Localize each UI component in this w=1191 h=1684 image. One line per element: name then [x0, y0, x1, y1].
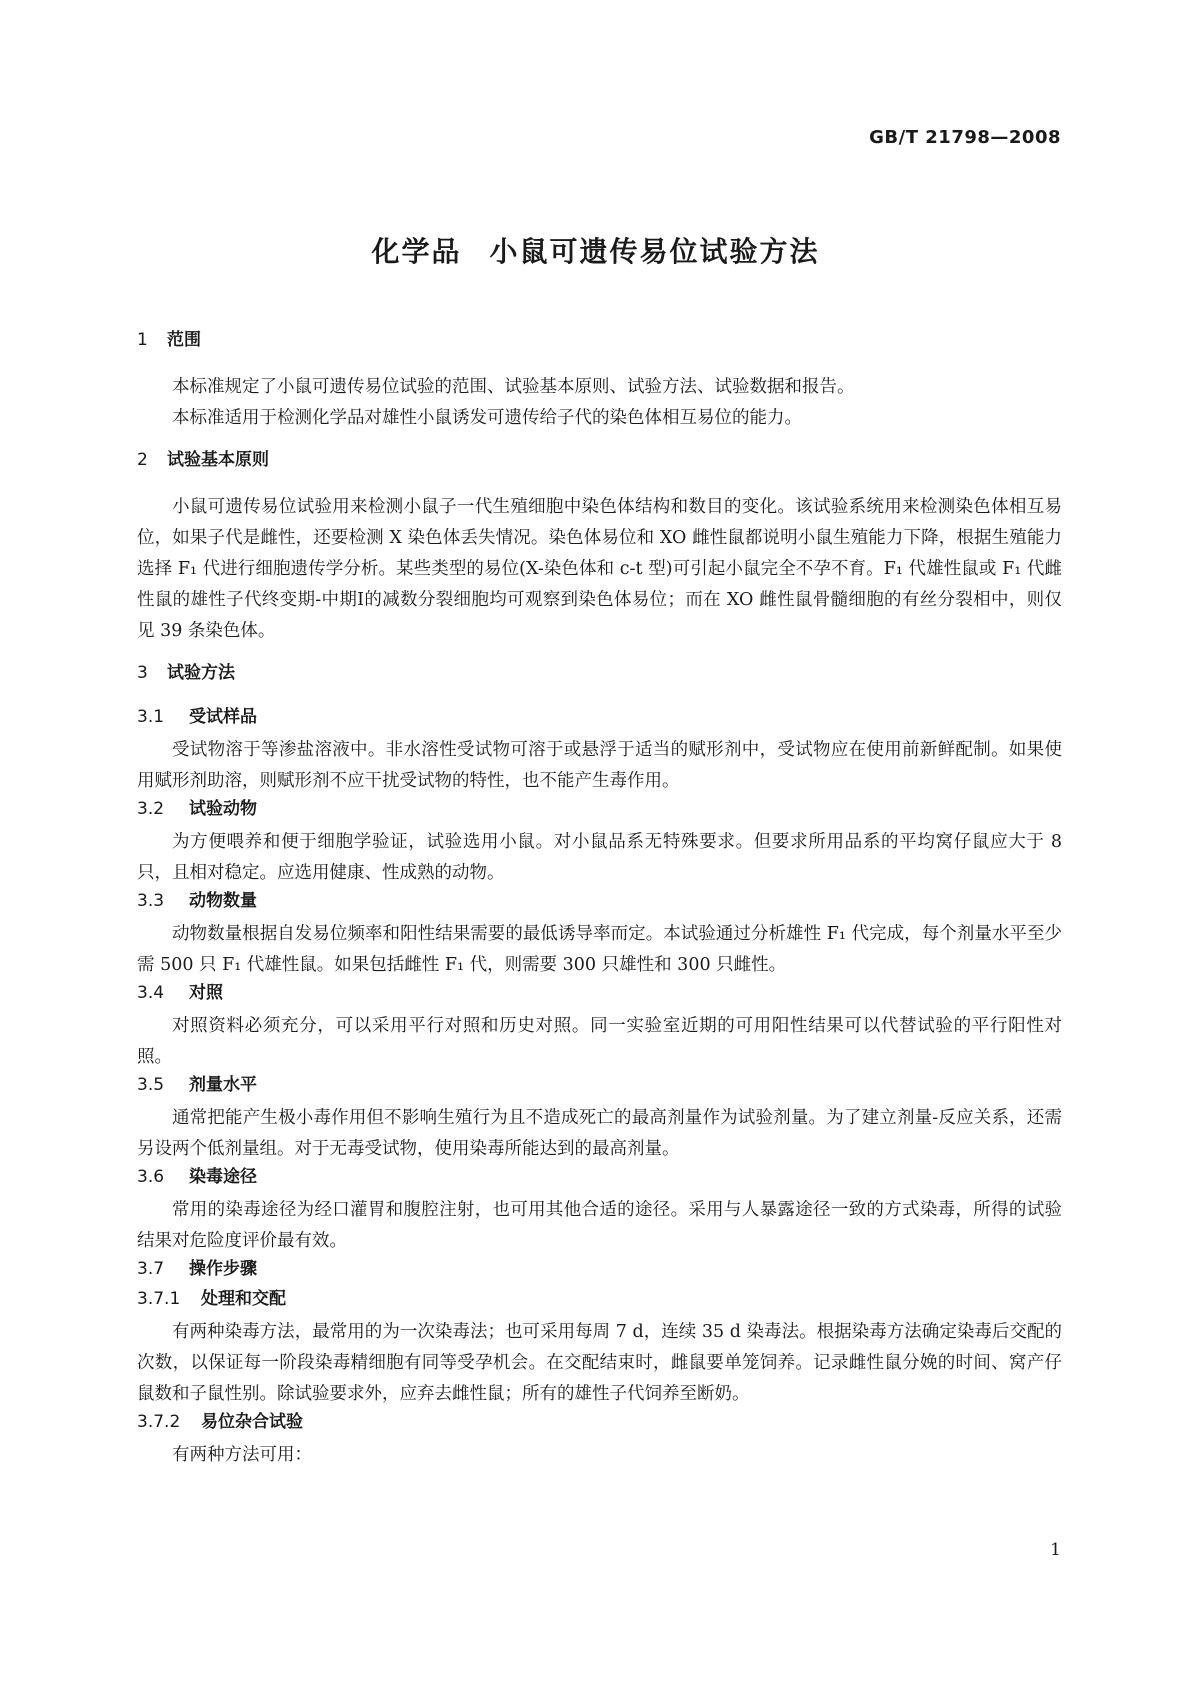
section-number: 3.3 [137, 891, 165, 911]
subsection-heading-3-4 [137, 981, 1062, 1005]
section-number: 3.2 [137, 799, 165, 819]
section-title: 动物数量 [189, 891, 257, 911]
section-title: 对照 [189, 983, 223, 1003]
section-title: 试验方法 [167, 663, 235, 683]
paragraph: 为方便喂养和便于细胞学验证，试验选用小鼠。对小鼠品系无特殊要求。但要求所用品系的平均窝仔鼠应大于 8 只，且相对稳定。应选用健康、性成熟的动物。 [137, 832, 1062, 883]
document-title [0, 230, 1191, 270]
standard-code: GB/T 21798—2008 [869, 127, 1061, 148]
section-number: 3.4 [137, 983, 165, 1003]
paragraph: 有两种染毒方法，最常用的为一次染毒法；也可采用每周 7 d，连续 35 d 染毒法。根据染毒方法确定染毒后交配的次数，以保证每一阶段染毒精细胞有同等受孕机会。在交配结束时，雌鼠要单笼饲养。记录雌性鼠分娩的时间、窝产仔鼠数和子鼠性别。除试验要求外，应弃去雌性鼠；所有的雄性子代饲养至断奶。 [137, 1322, 1062, 1404]
paragraph: 通常把能产生极小毒作用但不影响生殖行为且不造成死亡的最高剂量作为试验剂量。为了建立剂量-反应关系，还需另设两个低剂量组。对于无毒受试物，使用染毒所能达到的最高剂量。 [137, 1108, 1062, 1159]
section-title: 试验动物 [189, 799, 257, 819]
subsection-heading-3-7-1 [137, 1287, 1062, 1311]
section-title: 范围 [167, 330, 201, 350]
section-number: 3.7 [137, 1259, 165, 1279]
document-body [137, 328, 1062, 1471]
section-title: 染毒途径 [189, 1167, 257, 1187]
paragraph: 受试物溶于等渗盐溶液中。非水溶性受试物可溶于或悬浮于适当的赋形剂中，受试物应在使用前新鲜配制。如果使用赋形剂助溶，则赋形剂不应干扰受试物的特性，也不能产生毒作用。 [137, 740, 1062, 791]
paragraph: 本标准规定了小鼠可遗传易位试验的范围、试验基本原则、试验方法、试验数据和报告。 [172, 377, 855, 397]
section-number: 3.5 [137, 1075, 165, 1095]
section-number: 3.7.1 [137, 1289, 181, 1309]
section-title: 操作步骤 [189, 1259, 257, 1279]
title-part-2: 小鼠可遗传易位试验方法 [489, 235, 820, 268]
section-heading-3 [137, 661, 1062, 685]
subsection-heading-3-1 [137, 705, 1062, 729]
section-heading-2 [137, 448, 1062, 472]
section-heading-1 [137, 328, 1062, 352]
paragraph: 常用的染毒途径为经口灌胃和腹腔注射，也可用其他合适的途径。采用与人暴露途径一致的方式染毒，所得的试验结果对危险度评价最有效。 [137, 1200, 1062, 1251]
section-title: 试验基本原则 [167, 450, 269, 470]
section-title: 受试样品 [189, 707, 257, 727]
section-number: 3.7.2 [137, 1412, 181, 1432]
subsection-heading-3-7-2 [137, 1410, 1062, 1434]
paragraph: 小鼠可遗传易位试验用来检测小鼠子一代生殖细胞中染色体结构和数目的变化。该试验系统用来检测染色体相互易位，如果子代是雌性，还要检测 X 染色体丢失情况。染色体易位和 XO 雌性鼠都说明小鼠生殖能力下降，根据生殖能力选择 F₁ 代进行细胞遗传学分析。某些类型的易位(X-染色体和 c-t 型)可引起小鼠完全不孕不育。F₁ 代雄性鼠或 F₁ 代雌性鼠的雄性子代终变期-中期Ⅰ的减数分裂细胞均可观察到染色体易位；而在 XO 雌性鼠骨髓细胞的有丝分裂相中，则仅见 39 条染色体。 [137, 497, 1062, 641]
title-part-1: 化学品 [371, 235, 462, 268]
paragraph: 动物数量根据自发易位频率和阳性结果需要的最低诱导率而定。本试验通过分析雄性 F₁ 代完成，每个剂量水平至少需 500 只 F₁ 代雄性鼠。如果包括雌性 F₁ 代，则需要 300 只雄性和 300 只雌性。 [137, 924, 1062, 975]
section-number: 3.6 [137, 1167, 165, 1187]
paragraph: 本标准适用于检测化学品对雄性小鼠诱发可遗传给子代的染色体相互易位的能力。 [172, 408, 802, 428]
paragraph: 有两种方法可用： [172, 1445, 312, 1465]
section-number: 3 [137, 663, 148, 683]
section-number: 3.1 [137, 707, 165, 727]
section-title: 易位杂合试验 [201, 1412, 303, 1432]
paragraph: 对照资料必须充分，可以采用平行对照和历史对照。同一实验室近期的可用阳性结果可以代替试验的平行阳性对照。 [137, 1016, 1062, 1067]
subsection-heading-3-3 [137, 889, 1062, 913]
subsection-heading-3-6 [137, 1165, 1062, 1189]
section-number: 2 [137, 450, 148, 470]
subsection-heading-3-7 [137, 1257, 1062, 1281]
subsection-heading-3-5 [137, 1073, 1062, 1097]
section-title: 处理和交配 [201, 1289, 286, 1309]
page-number: 1 [1050, 1540, 1061, 1560]
section-title: 剂量水平 [189, 1075, 257, 1095]
section-number: 1 [137, 330, 148, 350]
subsection-heading-3-2 [137, 797, 1062, 821]
